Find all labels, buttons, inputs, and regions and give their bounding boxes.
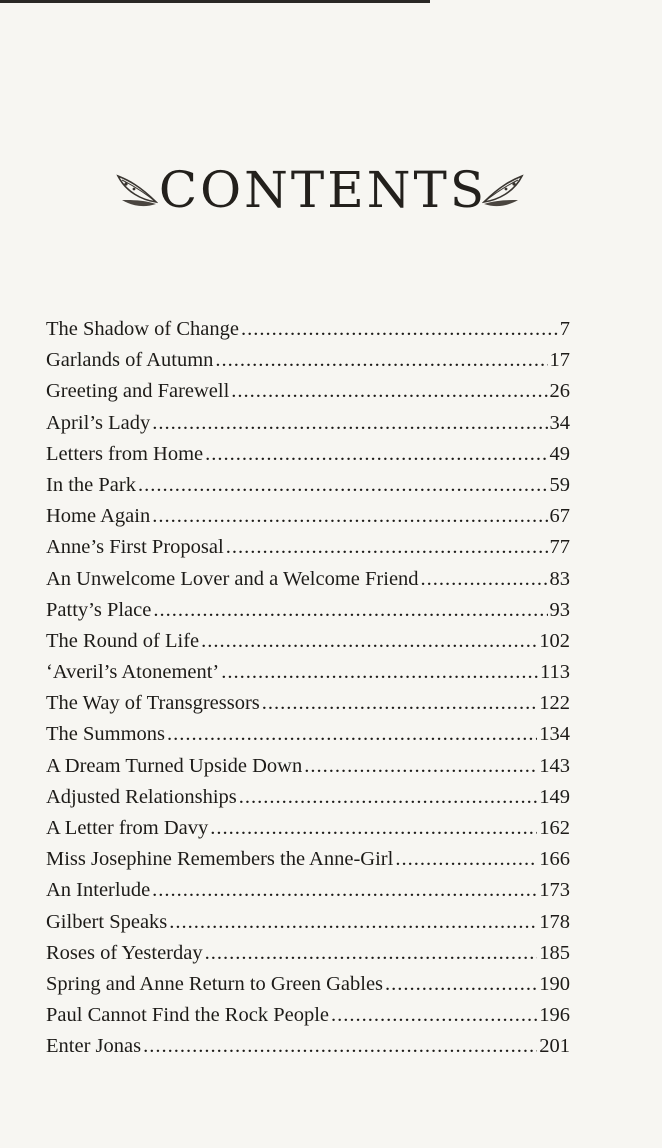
toc-entry-page: 143: [539, 754, 570, 777]
page-top-edge: [0, 0, 430, 3]
toc-entry-page: 77: [549, 536, 570, 559]
toc-entry-page: 178: [539, 910, 570, 933]
table-of-contents: [46, 314, 570, 1063]
toc-entry: [46, 470, 570, 501]
dot-leader: [331, 1000, 537, 1031]
dot-leader: [262, 688, 537, 719]
toc-entry-page: 17: [549, 349, 570, 372]
toc-entry-title: Anne’s First Proposal: [46, 536, 224, 559]
toc-entry-page: 26: [549, 380, 570, 403]
toc-entry-title: Roses of Yesterday: [46, 941, 203, 964]
dot-leader: [226, 532, 548, 563]
dot-leader: [152, 501, 547, 532]
toc-entry-title: April’s Lady: [46, 411, 151, 434]
toc-entry-page: 134: [539, 723, 570, 746]
toc-entry-page: 166: [539, 848, 570, 871]
dot-leader: [385, 969, 537, 1000]
dot-leader: [304, 751, 537, 782]
toc-entry-page: 185: [539, 941, 570, 964]
toc-entry-page: 83: [549, 567, 570, 590]
toc-entry: [46, 1000, 570, 1031]
dot-leader: [395, 844, 537, 875]
toc-entry-page: 162: [539, 817, 570, 839]
toc-entry-title: The Round of Life: [46, 629, 200, 652]
toc-entry: [46, 564, 570, 595]
toc-entry-page: 190: [539, 972, 570, 995]
toc-entry-page: 196: [539, 1004, 570, 1027]
dot-leader: [138, 470, 548, 501]
toc-entry-title: Enter Jonas: [46, 1035, 142, 1058]
dot-leader: [241, 314, 558, 345]
dot-leader: [421, 564, 548, 595]
dot-leader: [153, 595, 547, 626]
dot-leader: [201, 626, 537, 657]
contents-heading: [0, 150, 662, 230]
toc-entry: [46, 376, 570, 407]
toc-entry-title: The Shadow of Change: [46, 318, 239, 340]
dot-leader: [205, 938, 538, 969]
toc-entry-page: 113: [540, 661, 570, 684]
toc-entry-page: 49: [549, 442, 570, 465]
toc-entry: [46, 532, 570, 563]
toc-entry-page: 122: [539, 692, 570, 715]
toc-entry-title: ‘Averil’s Atonement’: [46, 661, 220, 684]
toc-entry-title: Garlands of Autumn: [46, 349, 214, 372]
dot-leader: [210, 813, 537, 844]
toc-entry-title: Paul Cannot Find the Rock People: [46, 1004, 329, 1027]
toc-entry-title: The Summons: [46, 723, 166, 746]
toc-entry-title: Patty’s Place: [46, 598, 152, 621]
toc-entry-page: 7: [559, 318, 570, 340]
toc-entry-page: 93: [549, 598, 570, 621]
toc-entry: [46, 657, 570, 688]
toc-entry-title: Home Again: [46, 505, 151, 528]
toc-entry-page: 59: [549, 473, 570, 496]
toc-entry: [46, 751, 570, 782]
toc-entry-page: 34: [549, 411, 570, 434]
toc-entry-title: Miss Josephine Remembers the Anne-Girl: [46, 848, 394, 871]
toc-entry: [46, 688, 570, 719]
dot-leader: [152, 408, 547, 439]
dot-leader: [143, 1031, 537, 1062]
toc-entry: [46, 595, 570, 626]
toc-entry-title: An Interlude: [46, 879, 151, 902]
toc-entry: [46, 782, 570, 813]
dot-leader: [221, 657, 538, 688]
toc-entry-title: A Dream Turned Upside Down: [46, 754, 303, 777]
dot-leader: [239, 782, 537, 813]
dot-leader: [215, 345, 547, 376]
toc-entry-title: Spring and Anne Return to Green Gables: [46, 972, 384, 995]
page-title: CONTENTS: [158, 161, 488, 219]
toc-entry: [46, 875, 570, 906]
toc-entry: [46, 813, 570, 844]
toc-entry-page: 149: [539, 785, 570, 808]
toc-entry-title: Greeting and Farewell: [46, 380, 230, 403]
leaf-ornament-icon: [482, 162, 528, 212]
toc-entry: [46, 907, 570, 938]
toc-entry: [46, 626, 570, 657]
toc-entry-title: In the Park: [46, 473, 136, 496]
toc-entry: [46, 938, 570, 969]
dot-leader: [169, 907, 537, 938]
toc-entry-title: Letters from Home: [46, 442, 204, 465]
toc-entry-title: The Way of Transgressors: [46, 692, 260, 715]
toc-entry-page: 201: [539, 1035, 570, 1058]
toc-entry-title: An Unwelcome Lover and a Welcome Friend: [46, 567, 419, 590]
toc-entry: [46, 408, 570, 439]
dot-leader: [205, 439, 547, 470]
toc-entry: [46, 969, 570, 1000]
toc-entry-title: Gilbert Speaks: [46, 910, 168, 933]
dot-leader: [231, 376, 547, 407]
toc-entry: [46, 345, 570, 376]
toc-entry-page: 67: [549, 505, 570, 528]
toc-entry-title: Adjusted Relationships: [46, 785, 237, 808]
toc-entry-page: 102: [539, 629, 570, 652]
toc-entry-title: A Letter from Davy: [46, 817, 209, 839]
toc-entry: [46, 719, 570, 750]
toc-entry: [46, 1031, 570, 1062]
dot-leader: [152, 875, 537, 906]
toc-entry: [46, 439, 570, 470]
toc-entry-page: 173: [539, 879, 570, 902]
dot-leader: [167, 719, 537, 750]
leaf-ornament-icon: [112, 162, 158, 212]
toc-entry: [46, 844, 570, 875]
toc-entry: [46, 314, 570, 345]
toc-entry: [46, 501, 570, 532]
